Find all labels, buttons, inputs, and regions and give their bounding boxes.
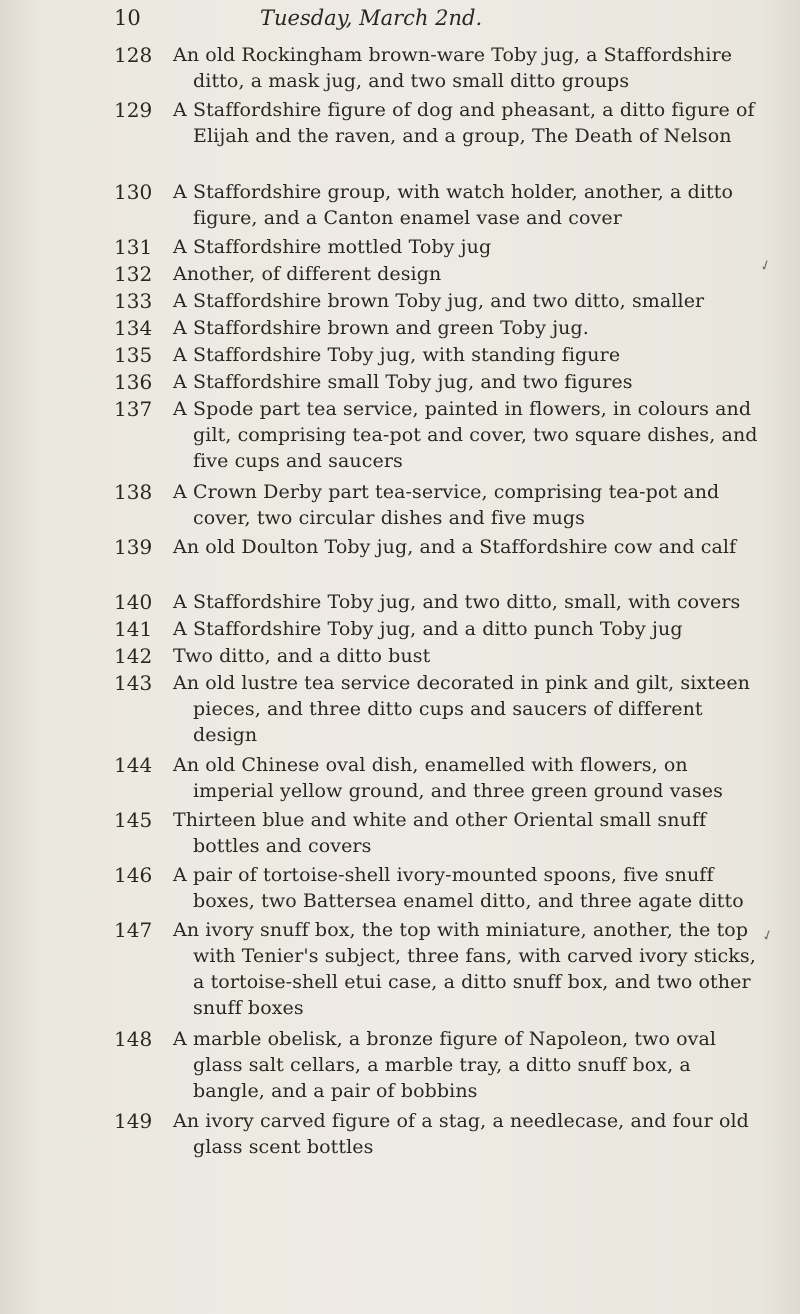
lot-number: 133 (114, 289, 153, 313)
lot-number: 147 (114, 918, 153, 942)
lot-description: A Staffordshire group, with watch holder, another, a ditto figure, and a Canton enamel vase and cover (173, 181, 734, 229)
lot-number: 148 (114, 1027, 153, 1051)
lot-number: 141 (114, 617, 153, 641)
lot-description: An ivory snuff box, the top with miniature, another, the top with Tenier's subject, three fans, with carved ivory sticks, a tortoise-shell etui case, a ditto snuff box, and two other snuff boxes (173, 919, 756, 1019)
lot-description: A Staffordshire mottled Toby jug (173, 236, 492, 258)
lot-number: 136 (114, 370, 153, 394)
lot-number: 131 (114, 235, 153, 259)
lot-number: 137 (114, 397, 153, 421)
lot-description: A pair of tortoise-shell ivory-mounted spoons, five snuff boxes, two Battersea enamel ditto, and three agate ditto (173, 864, 744, 912)
lot-description: A Staffordshire figure of dog and pheasant, a ditto figure of Elijah and the raven, and a group, The Death of Nelson (173, 99, 755, 147)
lot-number: 134 (114, 316, 153, 340)
lot-number: 129 (114, 98, 153, 122)
lot-description: An old Rockingham brown-ware Toby jug, a Staffordshire ditto, a mask jug, and two small ditto groups (173, 44, 733, 92)
lot-description: A marble obelisk, a bronze figure of Napoleon, two oval glass salt cellars, a marble tray, a ditto snuff box, a bangle, and a pair of bobbins (173, 1028, 717, 1102)
lot-description: An ivory carved figure of a stag, a needlecase, and four old glass scent bottles (173, 1110, 749, 1158)
lot-description: An old Doulton Toby jug, and a Staffordshire cow and calf (173, 536, 737, 558)
lot-number: 145 (114, 808, 153, 832)
lot-description: Two ditto, and a ditto bust (173, 645, 431, 667)
lot-number: 130 (114, 180, 153, 204)
pencil-mark-icon: ✓ (759, 926, 777, 946)
lot-number: 138 (114, 480, 153, 504)
lot-number: 146 (114, 863, 153, 887)
lot-number: 142 (114, 644, 153, 668)
lot-number: 140 (114, 590, 153, 614)
lot-description: A Spode part tea service, painted in flowers, in colours and gilt, comprising tea-pot and cover, two square dishes, and five cups and saucers (173, 398, 758, 472)
lot-number: 149 (114, 1109, 153, 1133)
lot-description: A Staffordshire brown Toby jug, and two ditto, smaller (173, 290, 705, 312)
lot-description: A Staffordshire Toby jug, and two ditto, small, with covers (173, 591, 741, 613)
pencil-mark-icon: ✓ (757, 256, 775, 276)
lot-number: 132 (114, 262, 153, 286)
lot-number: 135 (114, 343, 153, 367)
lot-number: 139 (114, 535, 153, 559)
lot-number: 143 (114, 671, 153, 695)
lot-description: Thirteen blue and white and other Oriental small snuff bottles and covers (173, 809, 707, 857)
lot-description: A Crown Derby part tea-service, comprising tea-pot and cover, two circular dishes and five mugs (173, 481, 720, 529)
page-number: 10 (114, 6, 141, 30)
lot-number: 144 (114, 753, 153, 777)
lot-description: A Staffordshire brown and green Toby jug. (173, 317, 589, 339)
page-heading: Tuesday, March 2nd. (260, 6, 483, 30)
lot-description: Another, of different design (173, 263, 442, 285)
lot-description: A Staffordshire Toby jug, and a ditto punch Toby jug (173, 618, 683, 640)
lot-description: An old Chinese oval dish, enamelled with flowers, on imperial yellow ground, and three green ground vases (173, 754, 724, 802)
lot-description: A Staffordshire Toby jug, with standing figure (173, 344, 621, 366)
lot-description: A Staffordshire small Toby jug, and two figures (173, 371, 633, 393)
lot-number: 128 (114, 43, 153, 67)
lot-description: An old lustre tea service decorated in pink and gilt, sixteen pieces, and three ditto cups and saucers of different design (173, 672, 750, 746)
